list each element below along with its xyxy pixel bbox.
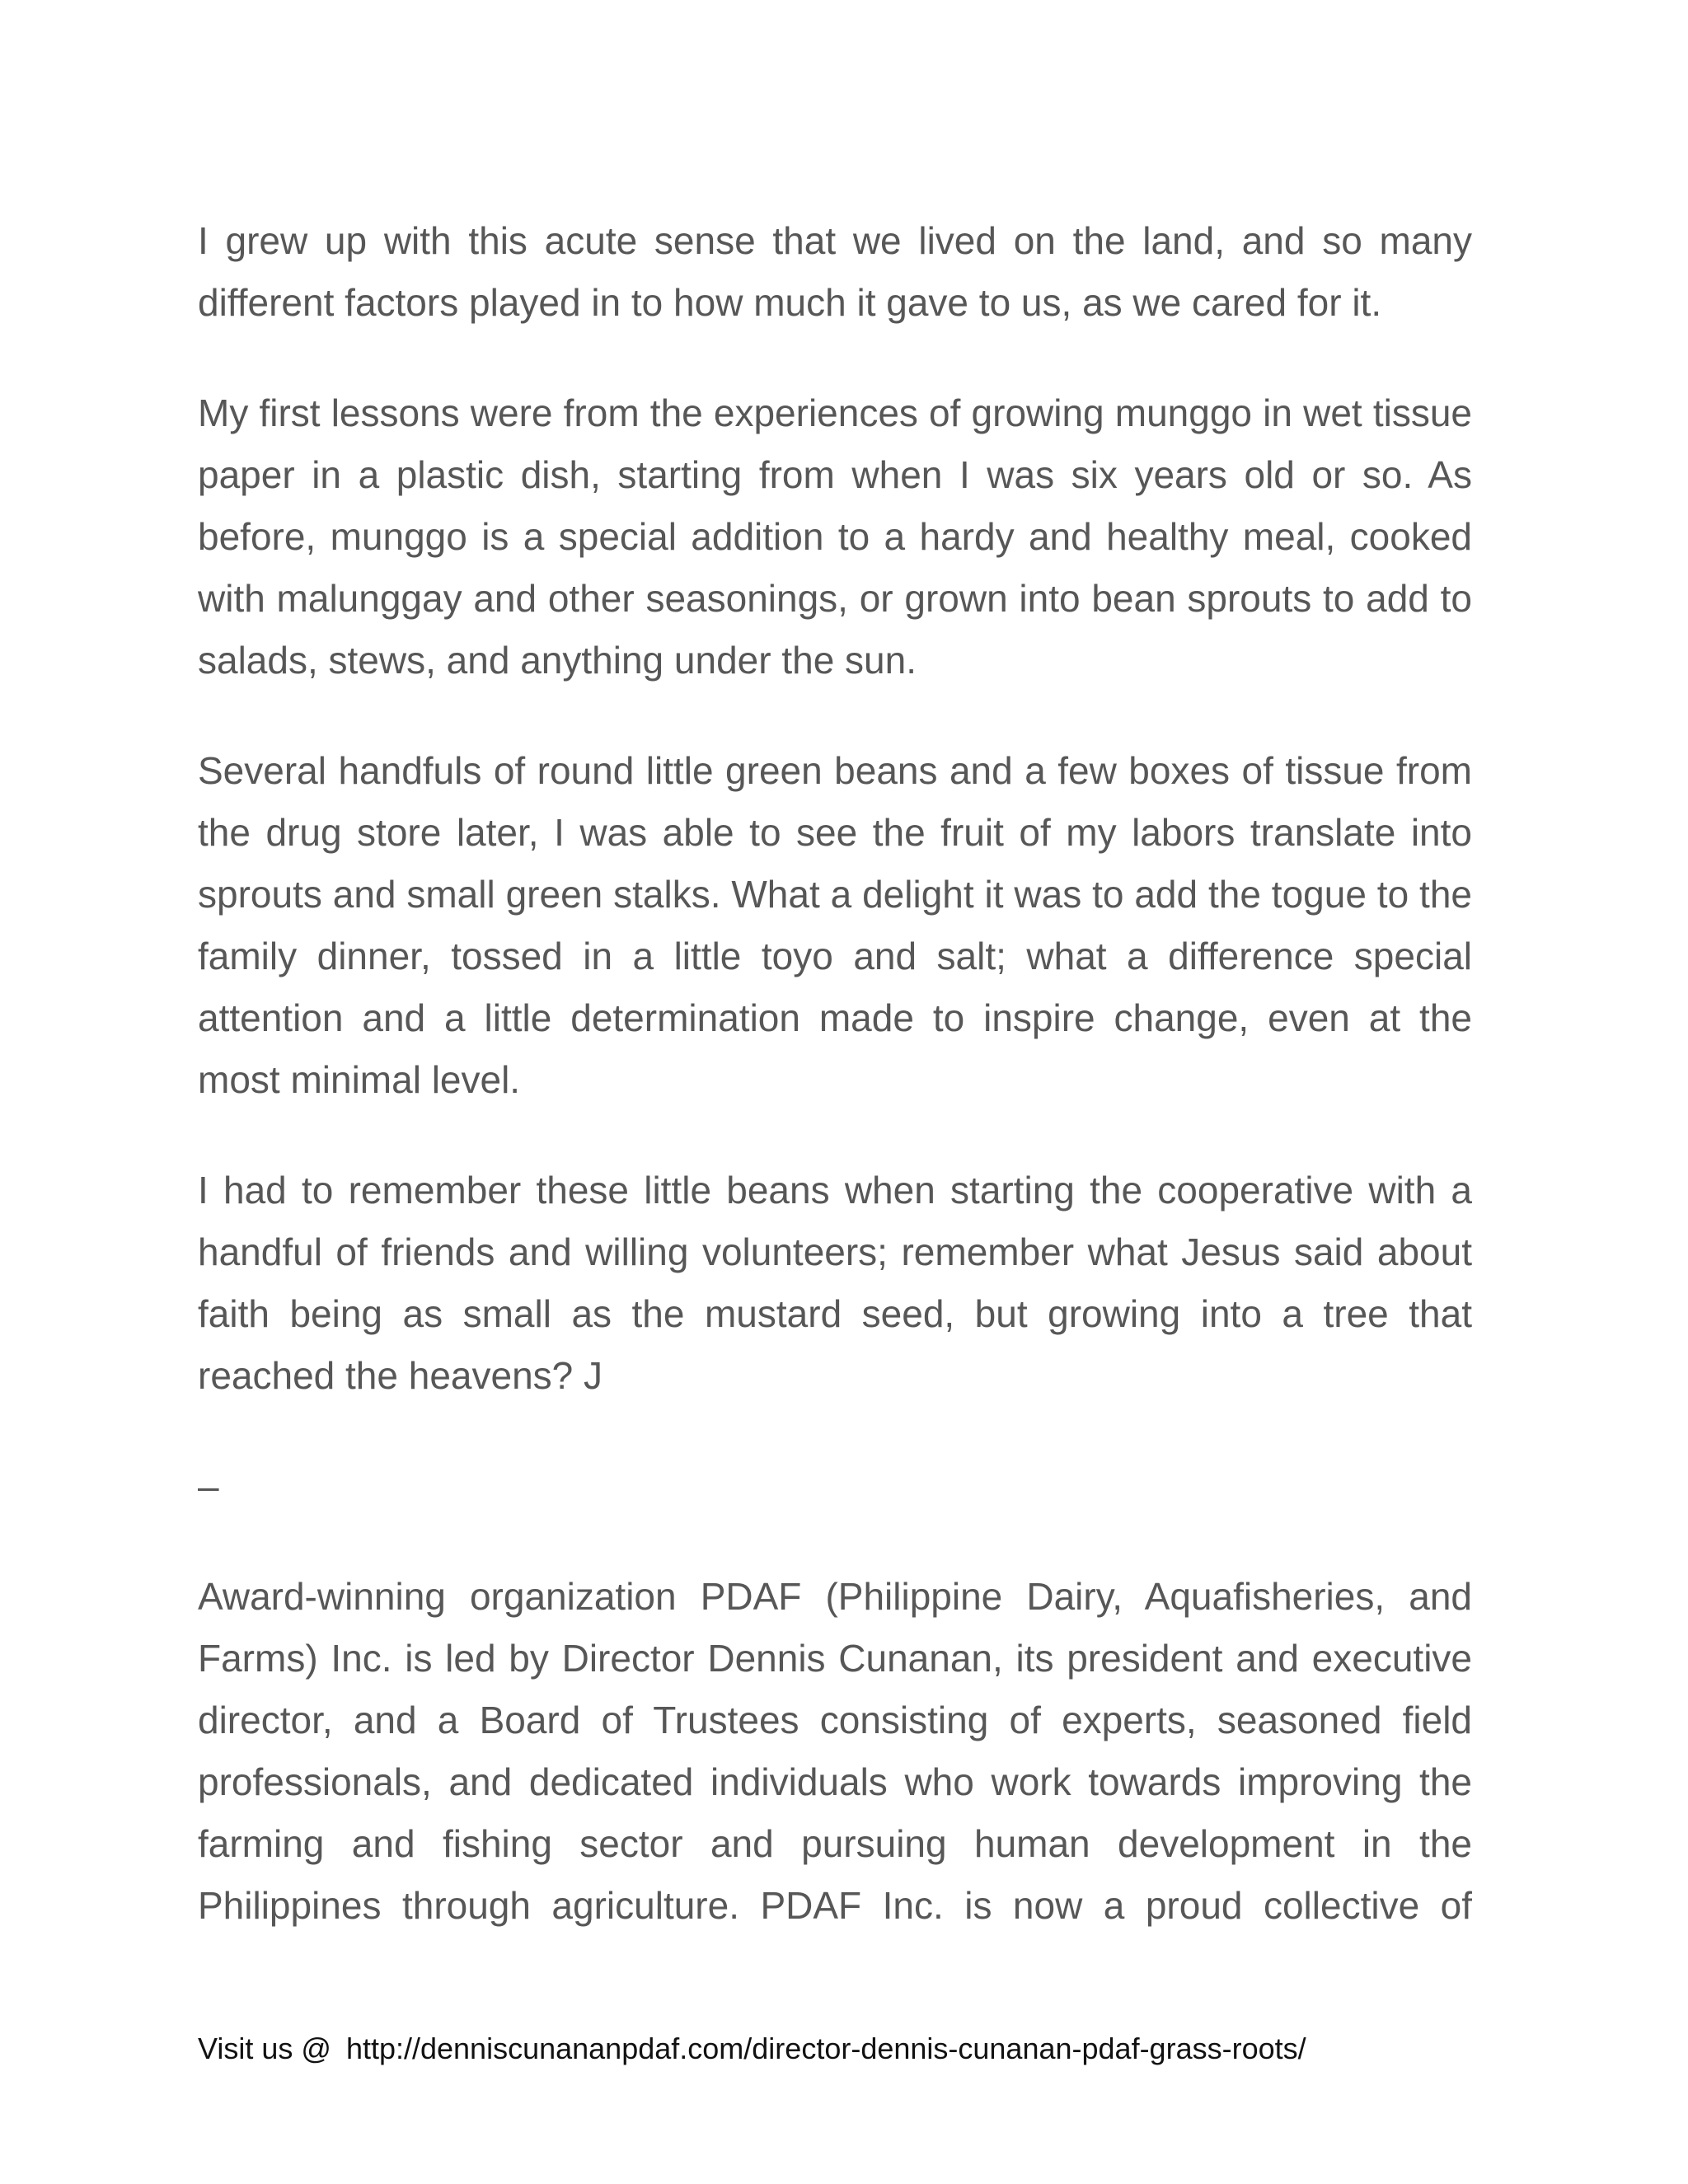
page-footer bbox=[198, 2029, 1306, 2069]
paragraph-about-pdaf: Award-winning organization PDAF (Philippine Dairy, Aquafisheries, and Farms) Inc. is led by Director Dennis Cunanan, its president and executive director, and a Board of Trustees consisting of experts, seasoned field professionals, and dedicated individuals who work towards improving the farming and fishing sector and pursuing human development in the Philippines through agriculture. PDAF Inc. is now a proud collective of bbox=[198, 1575, 1472, 1927]
paragraph-munggo: My first lessons were from the experiences of growing munggo in wet tissue paper in a plastic dish, starting from when I was six years old or so. As before, munggo is a special addition to a hardy and healthy meal, cooked with malunggay and other seasonings, or grown into bean sprouts to add to salads, stews, and anything under the sun. bbox=[198, 391, 1472, 682]
paragraph-sprouts: Several handfuls of round little green beans and a few boxes of tissue from the drug store later, I was able to see the fruit of my labors translate into sprouts and small green stalks. What a delight it was to add the togue to the family dinner, tossed in a little toyo and salt; what a difference special attention and a little determination made to inspire change, even at the most minimal level. bbox=[198, 749, 1472, 1101]
footer-link[interactable]: http://denniscunananpdaf.com/director-dennis-cunanan-pdaf-grass-roots/ bbox=[345, 2032, 1306, 2065]
section-separator: – bbox=[198, 1465, 219, 1507]
article-body bbox=[198, 210, 1472, 1985]
paragraph-land: I grew up with this acute sense that we lived on the land, and so many different factors played in to how much it gave to us, as we cared for it. bbox=[198, 219, 1472, 324]
footer-label: Visit us @ bbox=[198, 2032, 331, 2065]
paragraph-cooperative: I had to remember these little beans when starting the cooperative with a handful of friends and willing volunteers; remember what Jesus said about faith being as small as the mustard seed, but growing into a tree that reached the heavens? J bbox=[198, 1169, 1472, 1397]
